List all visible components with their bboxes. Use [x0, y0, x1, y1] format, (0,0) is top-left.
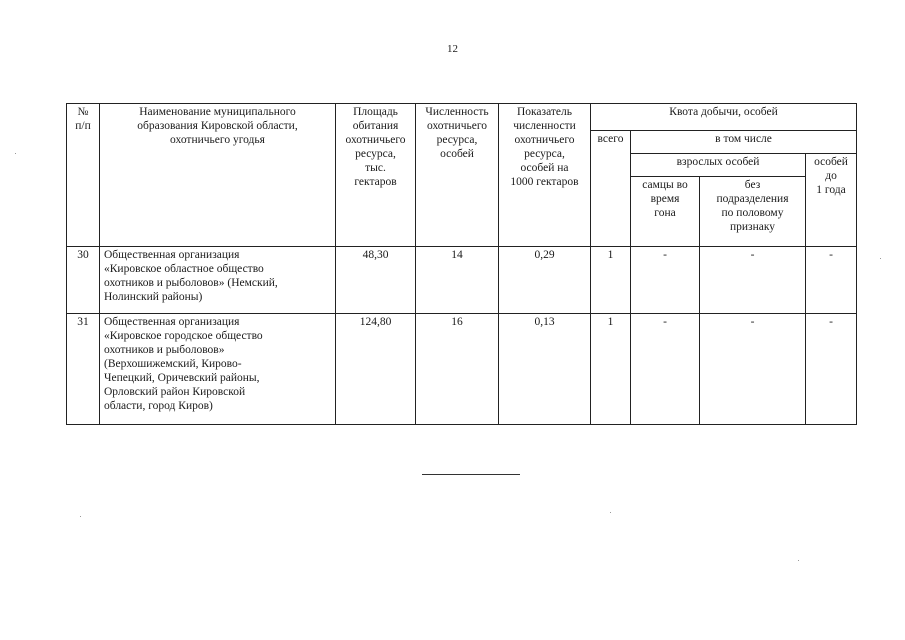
- row-males-rut: -: [631, 247, 700, 314]
- page-number: 12: [447, 43, 458, 55]
- row-area: 48,30: [336, 247, 416, 314]
- scan-speck: [880, 258, 881, 259]
- row-name: Общественная организация «Кировское областное общество охотников и рыболовов» (Немский, Нолинский районы): [100, 247, 336, 314]
- header-total: всего: [591, 131, 631, 247]
- header-num: № п/п: [67, 104, 100, 247]
- row-young: -: [806, 247, 857, 314]
- scan-speck: [80, 516, 81, 517]
- header-no-sex: без подразделения по половому признаку: [700, 177, 806, 247]
- header-males-rut: самцы во время гона: [631, 177, 700, 247]
- row-count: 16: [416, 314, 499, 425]
- header-quota: Квота добычи, особей: [591, 104, 857, 131]
- row-name: Общественная организация «Кировское городское общество охотников и рыболовов» (Верхошижемский, Кирово- Чепецкий, Оричевский районы, Орловский район Кировской области, город Киров): [100, 314, 336, 425]
- header-adults: взрослых особей: [631, 154, 806, 177]
- row-males-rut: -: [631, 314, 700, 425]
- row-density: 0,29: [499, 247, 591, 314]
- row-num: 31: [67, 314, 100, 425]
- row-no-sex: -: [700, 247, 806, 314]
- row-count: 14: [416, 247, 499, 314]
- header-count: Численность охотничьего ресурса, особей: [416, 104, 499, 247]
- footer-divider: [422, 474, 520, 475]
- row-density: 0,13: [499, 314, 591, 425]
- header-including: в том числе: [631, 131, 857, 154]
- scan-speck: [798, 560, 799, 561]
- row-total: 1: [591, 314, 631, 425]
- row-area: 124,80: [336, 314, 416, 425]
- table-row: [67, 247, 857, 314]
- row-total: 1: [591, 247, 631, 314]
- quota-table: [66, 103, 857, 425]
- row-num: 30: [67, 247, 100, 314]
- header-area: Площадь обитания охотничьего ресурса, тыс. гектаров: [336, 104, 416, 247]
- scan-speck: [610, 512, 611, 513]
- header-row-1: [67, 104, 857, 131]
- row-no-sex: -: [700, 314, 806, 425]
- header-young: особей до 1 года: [806, 154, 857, 247]
- row-young: -: [806, 314, 857, 425]
- header-name: Наименование муниципального образования Кировской области, охотничьего угодья: [100, 104, 336, 247]
- header-density: Показатель численности охотничьего ресурса, особей на 1000 гектаров: [499, 104, 591, 247]
- table-row: [67, 314, 857, 425]
- scan-speck: [15, 153, 16, 154]
